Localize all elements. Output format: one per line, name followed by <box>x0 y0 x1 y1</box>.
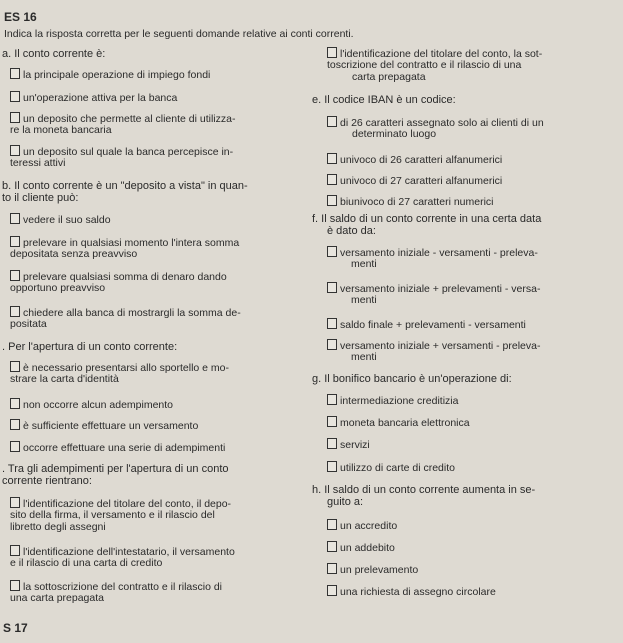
option-e1[interactable]: di 26 caratteri assegnato solo ai clienti di un <box>327 116 544 129</box>
option-d3-cont: una carta prepagata <box>10 592 104 604</box>
option-h3[interactable]: un prelevamento <box>327 563 418 576</box>
option-f2[interactable]: versamento iniziale + prelevamenti - versa- <box>327 282 540 295</box>
next-exercise-header: S 17 <box>3 621 28 635</box>
checkbox[interactable] <box>327 541 337 552</box>
checkbox[interactable] <box>327 461 337 472</box>
option-b3[interactable]: prelevare qualsiasi somma di denaro dando <box>10 270 227 283</box>
option-c2[interactable]: non occorre alcun adempimento <box>10 398 173 411</box>
option-d4[interactable]: l'identificazione del titolare del conto, la sot- <box>327 47 542 60</box>
checkbox[interactable] <box>10 398 20 409</box>
question-d-cont: corrente rientrano: <box>2 475 92 487</box>
question-c: . Per l'apertura di un conto corrente: <box>2 341 178 353</box>
option-b3-cont: opportuno preavviso <box>10 282 106 294</box>
checkbox[interactable] <box>10 441 20 452</box>
checkbox[interactable] <box>10 497 20 508</box>
option-b2[interactable]: prelevare in qualsiasi momento l'intera somma <box>10 236 239 249</box>
option-d4-cont: toscrizione del contratto e il rilascio di una <box>327 59 522 71</box>
checkbox[interactable] <box>327 519 337 530</box>
checkbox[interactable] <box>10 68 20 79</box>
option-e1-cont: determinato luogo <box>352 128 437 140</box>
checkbox[interactable] <box>327 195 337 206</box>
checkbox[interactable] <box>327 318 337 329</box>
option-b4[interactable]: chiedere alla banca di mostrargli la somma de- <box>10 306 241 319</box>
checkbox[interactable] <box>10 145 20 156</box>
checkbox[interactable] <box>327 282 337 293</box>
option-a3[interactable]: un deposito che permette al cliente di utilizza- <box>10 112 235 125</box>
checkbox[interactable] <box>10 545 20 556</box>
checkbox[interactable] <box>10 213 20 224</box>
option-e3[interactable]: univoco di 27 caratteri alfanumerici <box>327 174 502 187</box>
option-f4-cont: menti <box>351 351 377 363</box>
option-e4[interactable]: biunivoco di 27 caratteri numerici <box>327 195 494 208</box>
exercise-header: ES 16 <box>4 10 37 24</box>
question-f: f. Il saldo di un conto corrente in una certa data <box>312 213 542 225</box>
option-b2-cont: depositata senza preavviso <box>10 248 138 260</box>
option-h1[interactable]: un accredito <box>327 519 397 532</box>
option-c3[interactable]: è sufficiente effettuare un versamento <box>10 419 198 432</box>
checkbox[interactable] <box>10 580 20 591</box>
question-a: a. Il conto corrente è: <box>2 48 106 60</box>
option-d1[interactable]: l'identificazione del titolare del conto, il depo- <box>10 497 231 510</box>
option-g3[interactable]: servizi <box>327 438 370 451</box>
checkbox[interactable] <box>10 236 20 247</box>
checkbox[interactable] <box>10 419 20 430</box>
checkbox[interactable] <box>327 174 337 185</box>
option-a4[interactable]: un deposito sul quale la banca percepisce in- <box>10 145 233 158</box>
option-d3[interactable]: la sottoscrizione del contratto e il rilascio di <box>10 580 222 593</box>
option-a4-cont: teressi attivi <box>10 157 66 169</box>
instruction: Indica la risposta corretta per le seguenti domande relative ai conti correnti. <box>4 28 354 40</box>
option-d2[interactable]: l'identificazione dell'intestatario, il versamento <box>10 545 235 558</box>
option-e2[interactable]: univoco di 26 caratteri alfanumerici <box>327 153 502 166</box>
option-g2[interactable]: moneta bancaria elettronica <box>327 416 470 429</box>
checkbox[interactable] <box>327 153 337 164</box>
option-f2-cont: menti <box>351 294 377 306</box>
option-b4-cont: positata <box>10 318 47 330</box>
checkbox[interactable] <box>327 585 337 596</box>
option-a2[interactable]: un'operazione attiva per la banca <box>10 91 177 104</box>
question-f-cont: è dato da: <box>327 225 376 237</box>
checkbox[interactable] <box>10 112 20 123</box>
option-f4[interactable]: versamento iniziale + versamenti - preleva- <box>327 339 540 352</box>
checkbox[interactable] <box>327 246 337 257</box>
checkbox[interactable] <box>10 270 20 281</box>
option-c1-cont: strare la carta d'identità <box>10 373 119 385</box>
checkbox[interactable] <box>327 339 337 350</box>
option-d1-cont2: libretto degli assegni <box>10 521 106 533</box>
option-h2[interactable]: un addebito <box>327 541 395 554</box>
checkbox[interactable] <box>327 416 337 427</box>
question-h: h. Il saldo di un conto corrente aumenta in se- <box>312 484 536 496</box>
question-h-cont: guito a: <box>327 496 364 508</box>
checkbox[interactable] <box>10 306 20 317</box>
option-d2-cont: e il rilascio di una carta di credito <box>10 557 163 569</box>
checkbox[interactable] <box>327 394 337 405</box>
question-d: . Tra gli adempimenti per l'apertura di un conto <box>2 463 229 475</box>
checkbox[interactable] <box>10 91 20 102</box>
option-f1-cont: menti <box>351 258 377 270</box>
question-b-cont: to il cliente può: <box>2 192 79 204</box>
question-g: g. Il bonifico bancario è un'operazione di: <box>312 373 512 385</box>
option-g4[interactable]: utilizzo di carte di credito <box>327 461 455 474</box>
option-c4[interactable]: occorre effettuare una serie di adempimenti <box>10 441 225 454</box>
question-b: b. Il conto corrente è un "deposito a vista" in quan- <box>2 180 248 192</box>
option-d1-cont: sito della firma, il versamento e il rilascio del <box>10 509 215 521</box>
option-a1[interactable]: la principale operazione di impiego fondi <box>10 68 210 81</box>
checkbox[interactable] <box>10 361 20 372</box>
option-f3[interactable]: saldo finale + prelevamenti - versamenti <box>327 318 526 331</box>
option-g1[interactable]: intermediazione creditizia <box>327 394 458 407</box>
option-h4[interactable]: una richiesta di assegno circolare <box>327 585 496 598</box>
question-e: e. Il codice IBAN è un codice: <box>312 94 456 106</box>
checkbox[interactable] <box>327 47 337 58</box>
option-b1[interactable]: vedere il suo saldo <box>10 213 111 226</box>
option-c1[interactable]: è necessario presentarsi allo sportello e mo- <box>10 361 229 374</box>
option-f1[interactable]: versamento iniziale - versamenti - preleva- <box>327 246 538 259</box>
option-a3-cont: re la moneta bancaria <box>10 124 112 136</box>
checkbox[interactable] <box>327 438 337 449</box>
checkbox[interactable] <box>327 116 337 127</box>
checkbox[interactable] <box>327 563 337 574</box>
option-d4-cont2: carta prepagata <box>352 71 426 83</box>
